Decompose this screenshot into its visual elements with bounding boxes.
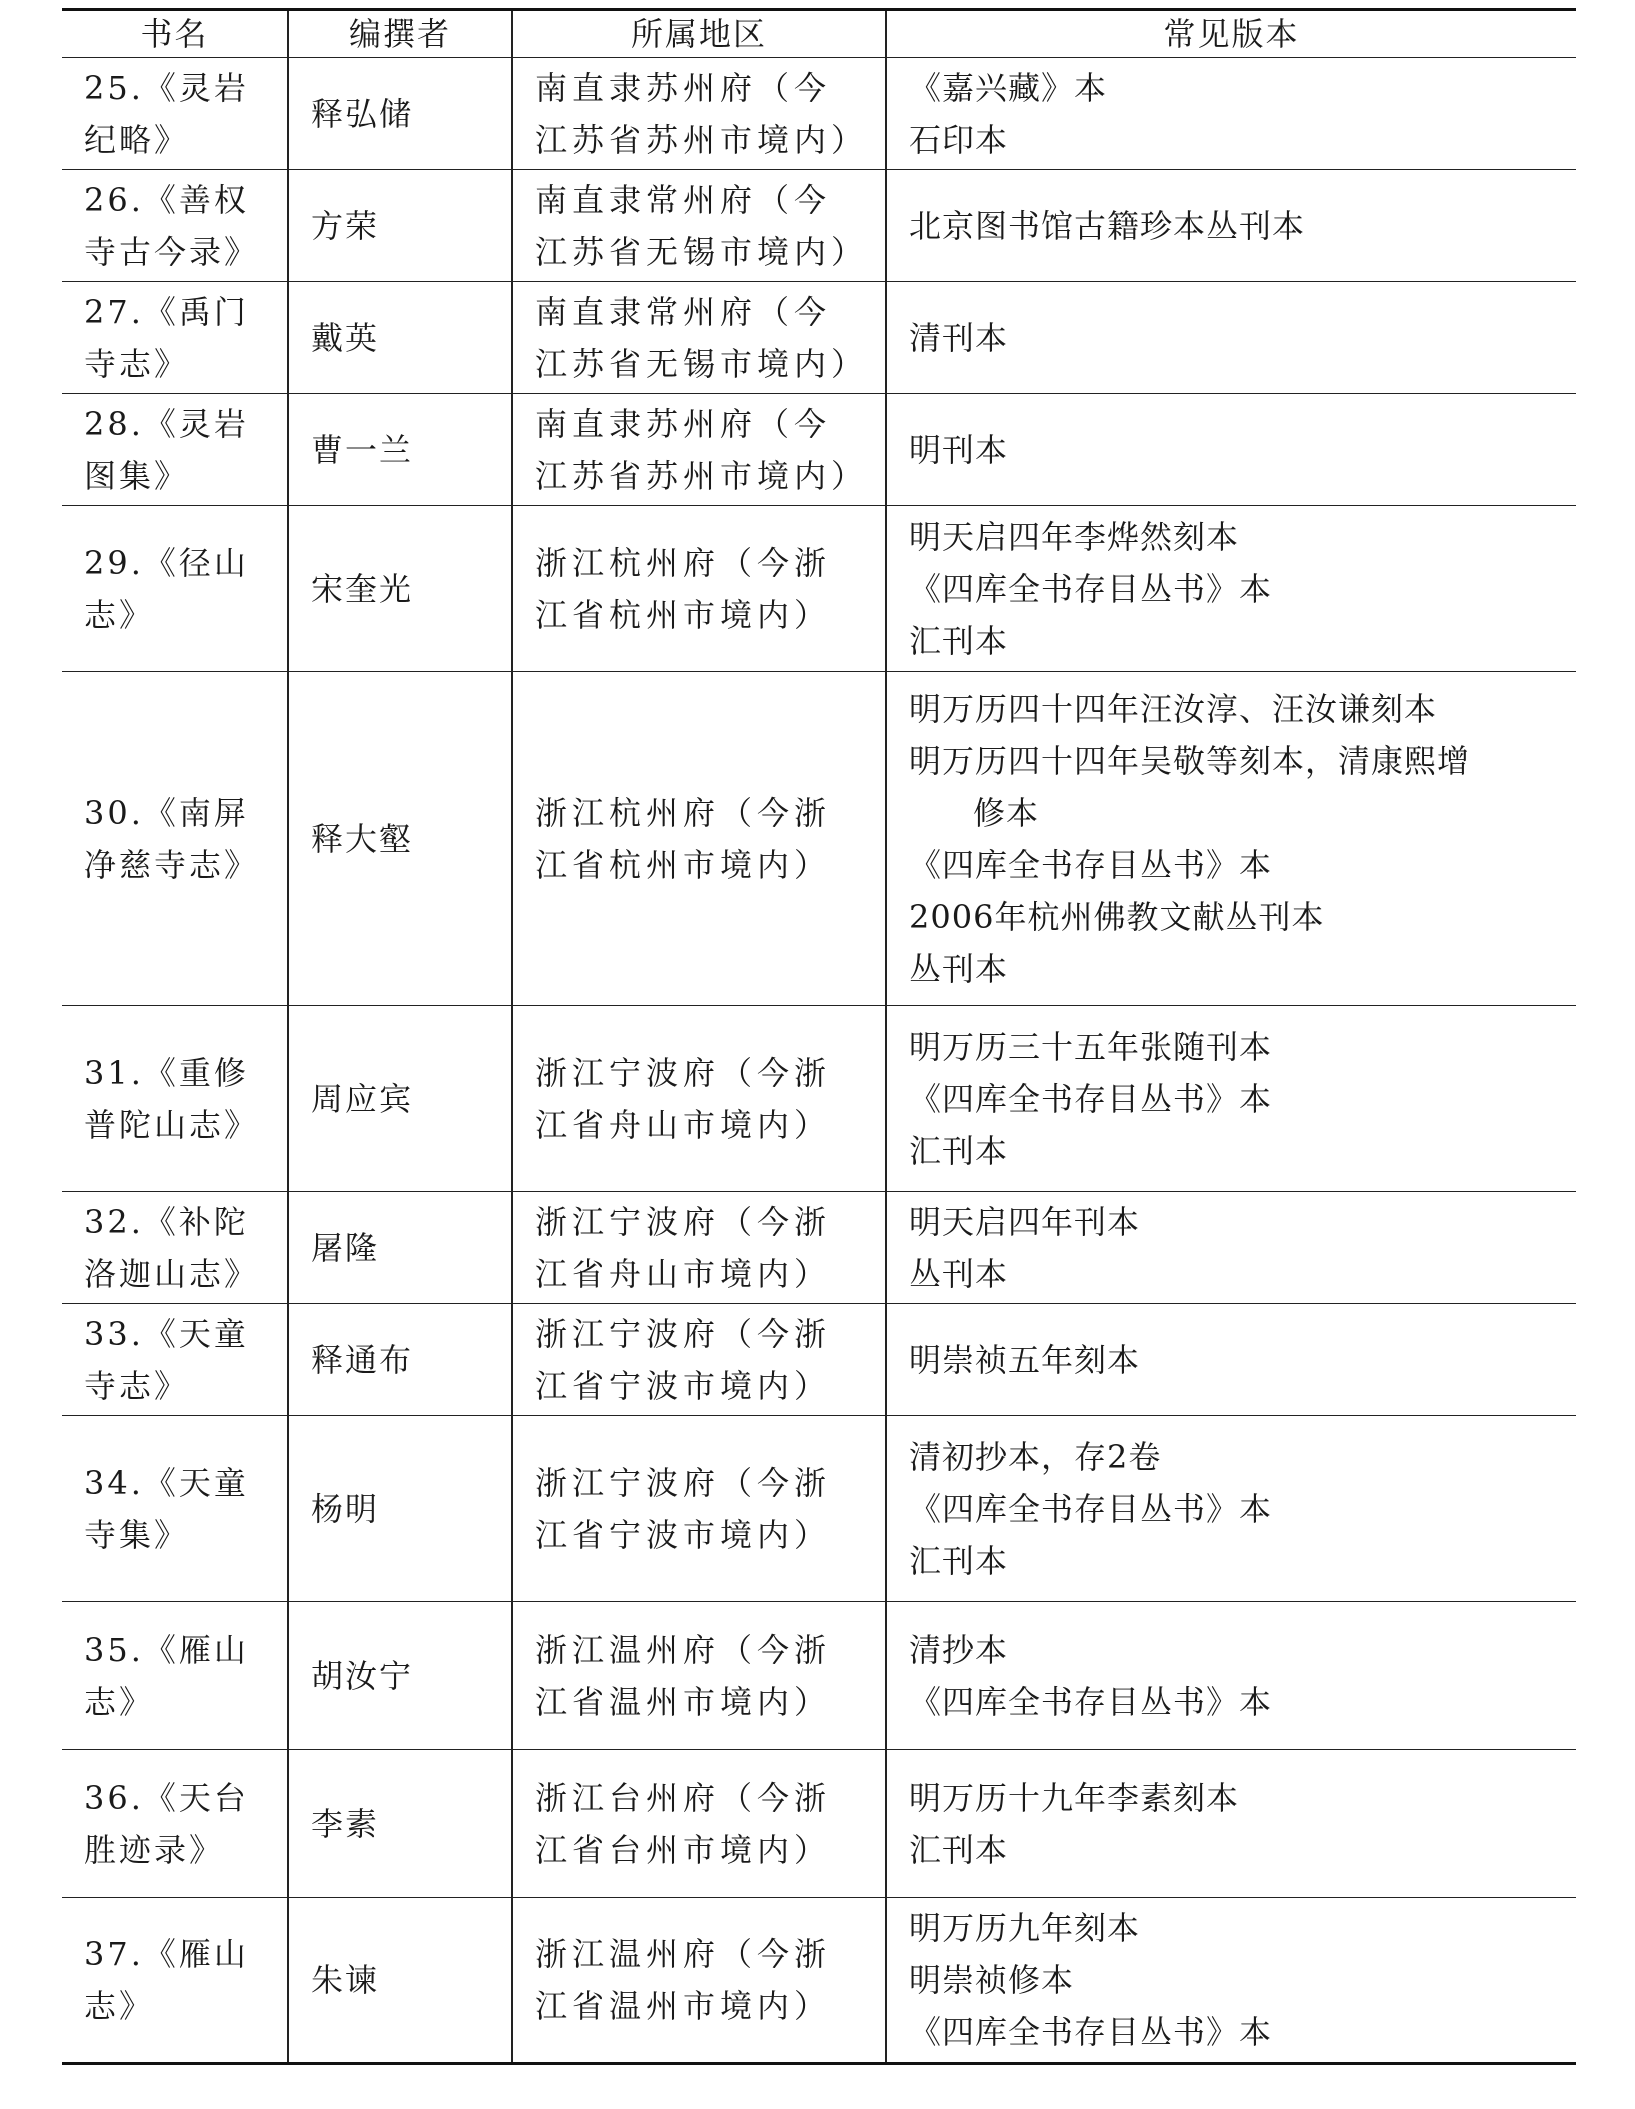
author-cell: 胡汝宁 [288, 1602, 512, 1750]
author-cell: 周应宾 [288, 1006, 512, 1192]
region-cell [512, 1750, 886, 1898]
header-edition: 常见版本 [886, 10, 1576, 58]
region-line: 浙江温州府（今浙 [535, 1935, 832, 1973]
region-line: 浙江宁波府（今浙 [535, 1314, 832, 1353]
edition-line: 明万历四十四年吴敬等刻本，清康熙增 [909, 741, 1471, 780]
edition-line: 丛刊本 [909, 1254, 1009, 1293]
table-row [62, 1416, 1576, 1602]
book-title-line: 志》 [84, 1682, 155, 1721]
edition-cell [886, 672, 1576, 1006]
book-title-line: 普陀山志》 [84, 1105, 260, 1144]
book-title-cell [62, 170, 288, 282]
region-cell [512, 394, 886, 506]
table-row [62, 1750, 1576, 1898]
region-cell [512, 1416, 886, 1602]
book-title-line: 33.《天童 [84, 1314, 249, 1353]
table-row [62, 170, 1576, 282]
edition-line: 石印本 [909, 120, 1009, 159]
book-title-cell [62, 506, 288, 672]
region-line: 江苏省无锡市境内） [535, 232, 869, 271]
gazetteer-table [62, 8, 1576, 2065]
book-title-cell [62, 58, 288, 170]
edition-line: 《四库全书存目丛书》本 [909, 2013, 1273, 2051]
region-line: 浙江宁波府（今浙 [535, 1053, 832, 1092]
region-cell [512, 1898, 886, 2064]
book-title-cell [62, 1416, 288, 1602]
edition-cell [886, 1898, 1576, 2064]
edition-line: 明天启四年李烨然刻本 [909, 517, 1240, 556]
book-title-line: 寺志》 [84, 1366, 190, 1405]
region-line: 南直隶苏州府（今 [535, 404, 832, 443]
book-title-line: 34.《天童 [84, 1463, 249, 1502]
book-title-line: 25.《灵岩 [84, 68, 249, 107]
edition-line: 修本 [973, 793, 1040, 832]
book-title-cell [62, 1304, 288, 1416]
region-line: 浙江宁波府（今浙 [535, 1202, 832, 1241]
author-cell: 释通布 [288, 1304, 512, 1416]
table-header-row [62, 10, 1576, 58]
book-title-line: 志》 [84, 595, 155, 634]
book-title-line: 图集》 [84, 456, 190, 495]
book-title-line: 30.《南屏 [84, 793, 249, 832]
region-line: 江省宁波市境内） [535, 1366, 832, 1405]
header-region: 所属地区 [512, 10, 886, 58]
edition-line: 汇刊本 [909, 1131, 1009, 1170]
edition-line: 丛刊本 [909, 949, 1009, 988]
book-title-cell [62, 1602, 288, 1750]
book-title-line: 27.《禹门 [84, 292, 249, 331]
region-line: 江省温州市境内） [535, 1987, 832, 2025]
edition-cell [886, 1416, 1576, 1602]
region-line: 江苏省无锡市境内） [535, 344, 869, 383]
edition-line: 明万历三十五年张随刊本 [909, 1027, 1273, 1066]
region-line: 浙江杭州府（今浙 [535, 543, 832, 582]
table-row [62, 58, 1576, 170]
table-row [62, 506, 1576, 672]
region-line: 江省台州市境内） [535, 1830, 832, 1869]
book-title-line: 36.《天台 [84, 1778, 249, 1817]
edition-line: 2006年杭州佛教文献丛刊本 [909, 897, 1325, 936]
region-cell [512, 1304, 886, 1416]
book-title-line: 29.《径山 [84, 543, 249, 582]
book-title-line: 35.《雁山 [84, 1630, 249, 1669]
edition-line: 《四库全书存目丛书》本 [909, 569, 1273, 608]
book-title-line: 洛迦山志》 [84, 1254, 260, 1293]
edition-line: 汇刊本 [909, 621, 1009, 660]
edition-line: 清刊本 [909, 318, 1009, 357]
region-cell [512, 1192, 886, 1304]
region-cell [512, 672, 886, 1006]
edition-line: 清抄本 [909, 1630, 1009, 1669]
book-title-line: 26.《善权 [84, 180, 249, 219]
region-line: 江苏省苏州市境内） [535, 120, 869, 159]
edition-line: 《四库全书存目丛书》本 [909, 1682, 1273, 1721]
table-body [62, 58, 1576, 2064]
book-title-line: 28.《灵岩 [84, 404, 249, 443]
book-title-cell [62, 1192, 288, 1304]
region-cell [512, 1602, 886, 1750]
region-line: 江省温州市境内） [535, 1682, 832, 1721]
edition-line: 明万历十九年李素刻本 [909, 1778, 1240, 1817]
book-title-line: 纪略》 [84, 120, 190, 159]
edition-cell [886, 282, 1576, 394]
book-title-line: 寺古今录》 [84, 232, 260, 271]
edition-cell [886, 1006, 1576, 1192]
region-line: 江省杭州市境内） [535, 595, 832, 634]
edition-cell [886, 1602, 1576, 1750]
table-row [62, 1898, 1576, 2064]
edition-line: 《四库全书存目丛书》本 [909, 845, 1273, 884]
region-cell [512, 58, 886, 170]
book-title-cell [62, 1750, 288, 1898]
table-row [62, 1602, 1576, 1750]
edition-line: 汇刊本 [909, 1541, 1009, 1580]
book-title-line: 志》 [84, 1987, 155, 2025]
region-line: 江省舟山市境内） [535, 1254, 832, 1293]
edition-cell [886, 58, 1576, 170]
book-title-cell [62, 282, 288, 394]
book-title-line: 37.《雁山 [84, 1935, 249, 1973]
author-cell: 李素 [288, 1750, 512, 1898]
region-line: 浙江宁波府（今浙 [535, 1463, 832, 1502]
edition-line: 《嘉兴藏》本 [909, 68, 1108, 107]
author-cell: 戴英 [288, 282, 512, 394]
header-title: 书名 [62, 10, 288, 58]
region-line: 南直隶苏州府（今 [535, 68, 832, 107]
edition-cell [886, 170, 1576, 282]
region-cell [512, 170, 886, 282]
edition-line: 明万历九年刻本 [909, 1909, 1141, 1947]
table-row [62, 672, 1576, 1006]
book-title-cell [62, 1006, 288, 1192]
book-title-cell [62, 1898, 288, 2064]
region-line: 浙江台州府（今浙 [535, 1778, 832, 1817]
region-line: 江苏省苏州市境内） [535, 456, 869, 495]
region-line: 南直隶常州府（今 [535, 180, 832, 219]
book-title-cell [62, 672, 288, 1006]
table-row [62, 394, 1576, 506]
region-line: 江省宁波市境内） [535, 1515, 832, 1554]
region-line: 江省舟山市境内） [535, 1105, 832, 1144]
region-line: 浙江温州府（今浙 [535, 1630, 832, 1669]
region-line: 浙江杭州府（今浙 [535, 793, 832, 832]
region-line: 江省杭州市境内） [535, 845, 832, 884]
author-cell: 屠隆 [288, 1192, 512, 1304]
edition-line: 明天启四年刊本 [909, 1202, 1141, 1241]
author-cell: 朱谏 [288, 1898, 512, 2064]
table-row [62, 1304, 1576, 1416]
edition-cell [886, 1304, 1576, 1416]
author-cell: 曹一兰 [288, 394, 512, 506]
edition-cell [886, 506, 1576, 672]
edition-line: 清初抄本，存2卷 [909, 1437, 1162, 1476]
book-title-cell [62, 394, 288, 506]
edition-line: 北京图书馆古籍珍本丛刊本 [909, 206, 1306, 245]
region-cell [512, 506, 886, 672]
book-title-line: 31.《重修 [84, 1053, 249, 1092]
author-cell: 释弘储 [288, 58, 512, 170]
book-title-line: 寺志》 [84, 344, 190, 383]
edition-line: 明崇祯修本 [909, 1961, 1075, 1999]
table-row [62, 1006, 1576, 1192]
author-cell: 杨明 [288, 1416, 512, 1602]
edition-line: 明崇祯五年刻本 [909, 1340, 1141, 1379]
edition-line: 《四库全书存目丛书》本 [909, 1489, 1273, 1528]
book-title-line: 寺集》 [84, 1515, 190, 1554]
book-title-line: 净慈寺志》 [84, 845, 260, 884]
region-cell [512, 1006, 886, 1192]
edition-line: 汇刊本 [909, 1830, 1009, 1869]
table-row [62, 282, 1576, 394]
author-cell: 释大壑 [288, 672, 512, 1006]
region-cell [512, 282, 886, 394]
author-cell: 方荣 [288, 170, 512, 282]
book-title-line: 胜迹录》 [84, 1830, 225, 1869]
book-title-line: 32.《补陀 [84, 1202, 249, 1241]
edition-cell [886, 1192, 1576, 1304]
edition-line: 《四库全书存目丛书》本 [909, 1079, 1273, 1118]
table-row [62, 1192, 1576, 1304]
header-author: 编撰者 [288, 10, 512, 58]
edition-cell [886, 1750, 1576, 1898]
edition-cell [886, 394, 1576, 506]
author-cell: 宋奎光 [288, 506, 512, 672]
edition-line: 明刊本 [909, 430, 1009, 469]
edition-line: 明万历四十四年汪汝淳、汪汝谦刻本 [909, 689, 1438, 728]
region-line: 南直隶常州府（今 [535, 292, 832, 331]
document-page [62, 8, 1576, 2065]
